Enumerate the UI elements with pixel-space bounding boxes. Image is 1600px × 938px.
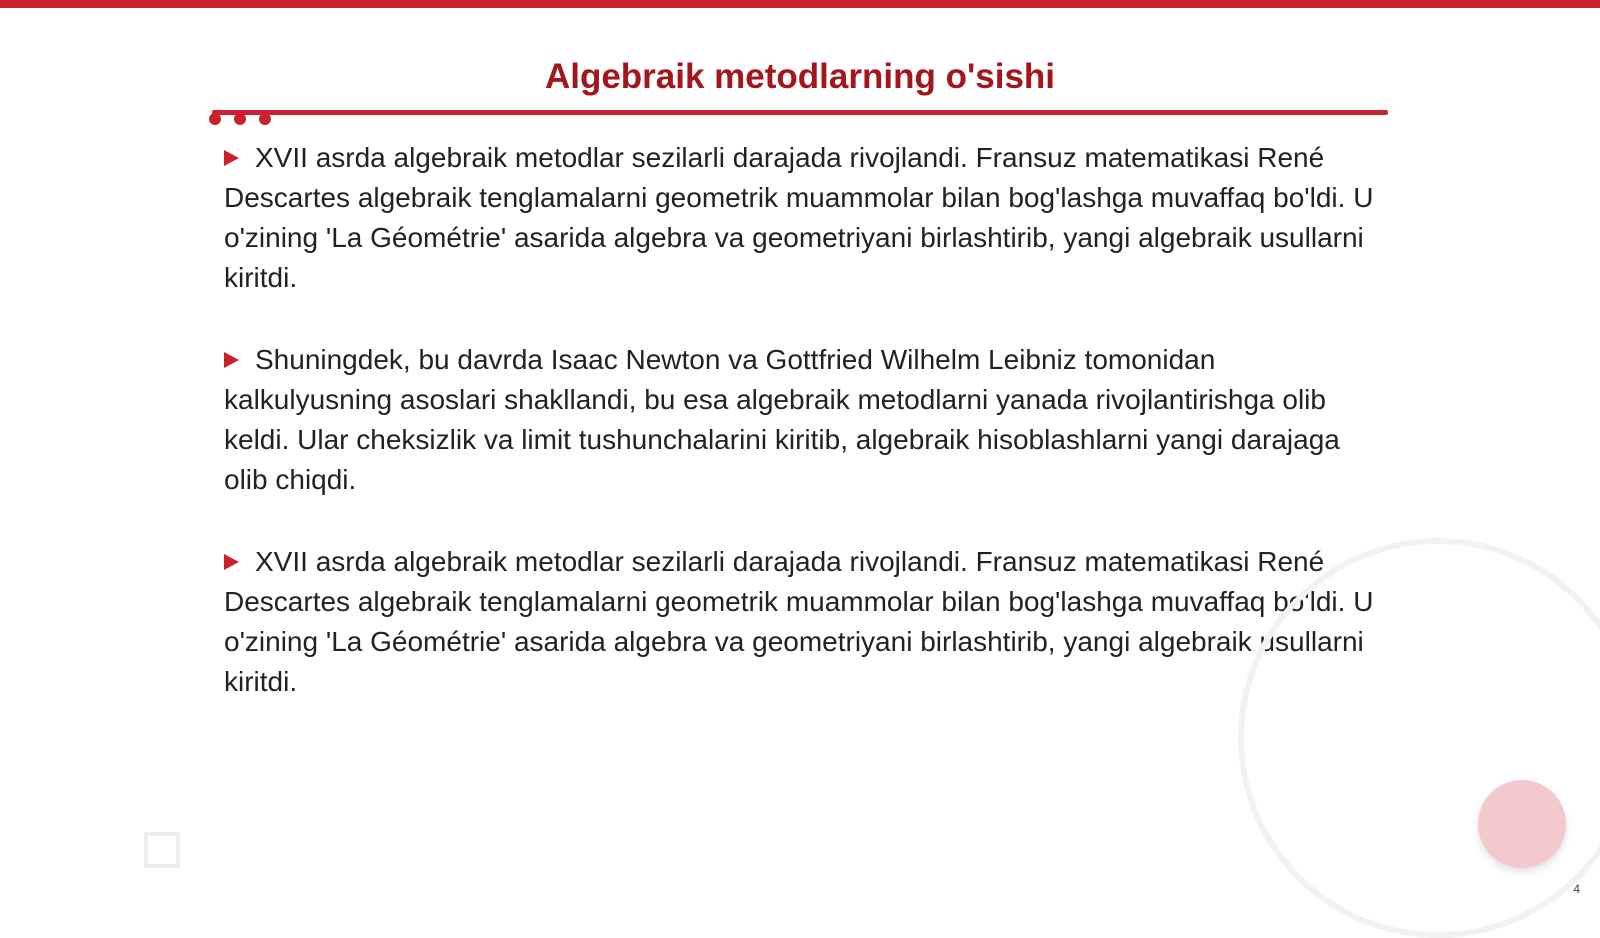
- triangle-right-icon: [224, 554, 239, 570]
- slide-number: 4: [1573, 882, 1580, 896]
- underline-dot: [234, 113, 246, 125]
- bullet-item: [224, 340, 1390, 500]
- underline-dot: [259, 113, 271, 125]
- bullet-text: XVII asrda algebraik metodlar sezilarli darajada rivojlandi. Fransuz matematikasi René Descartes algebraik tenglamalarni geometrik muammolar bilan bog'lashga muvaffaq bo'ldi. U o'zining 'La Géométrie' asarida algebra va geometriyani birlashtirib, yangi algebraik usullarni kiritdi.: [224, 546, 1374, 697]
- bullet-text: XVII asrda algebraik metodlar sezilarli darajada rivojlandi. Fransuz matematikasi René Descartes algebraik tenglamalarni geometrik muammolar bilan bog'lashga muvaffaq bo'ldi. U o'zining 'La Géométrie' asarida algebra va geometriyani birlashtirib, yangi algebraik usullarni kiritdi.: [224, 142, 1374, 293]
- decorative-square: [144, 832, 180, 868]
- title-underline: [212, 110, 1388, 115]
- bullet-list: [224, 138, 1390, 744]
- triangle-right-icon: [224, 352, 239, 368]
- decorative-circle: [1478, 780, 1566, 868]
- bullet-text: Shuningdek, bu davrda Isaac Newton va Gottfried Wilhelm Leibniz tomonidan kalkulyusning asoslari shakllandi, bu esa algebraik metodlarni yanada rivojlantirishga olib keldi. Ular cheksizlik va limit tushunchalarini kiritib, algebraik hisoblashlarni yangi darajaga olib chiqdi.: [224, 344, 1340, 495]
- triangle-right-icon: [224, 150, 239, 166]
- bullet-item: [224, 542, 1390, 702]
- underline-dot: [209, 113, 221, 125]
- slide-title: Algebraik metodlarning o'sishi: [544, 57, 1056, 96]
- top-accent-bar: [0, 0, 1600, 8]
- bullet-item: [224, 138, 1390, 298]
